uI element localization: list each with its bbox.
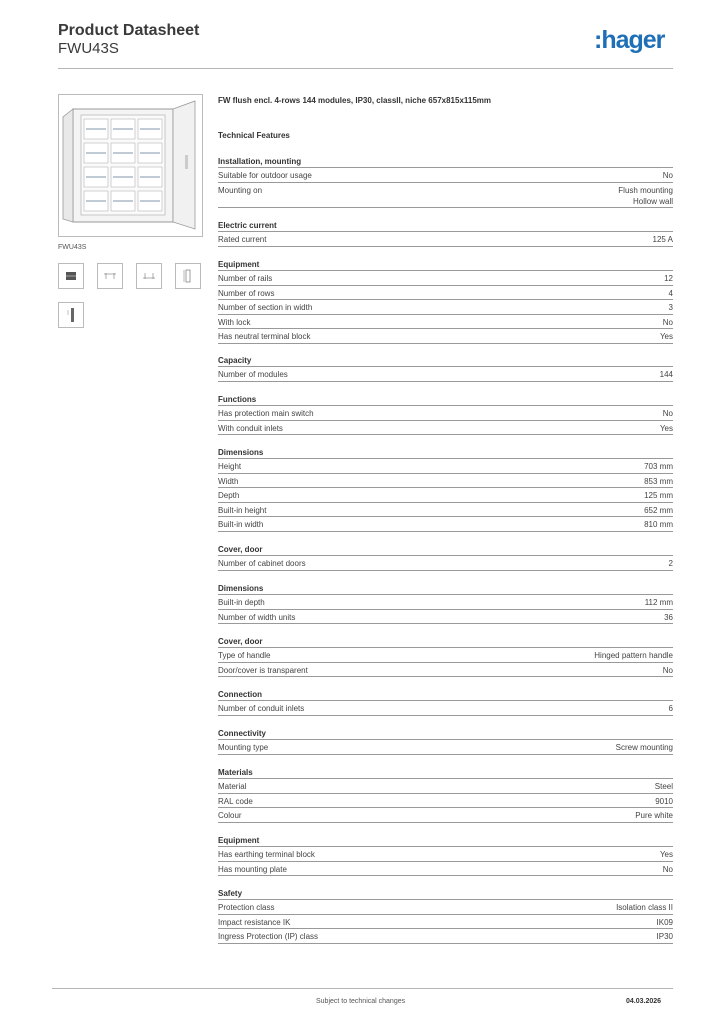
feature-label: Mounting on — [218, 185, 263, 195]
feature-group — [218, 767, 673, 823]
feature-row — [218, 503, 673, 518]
feature-group-title: Dimensions — [218, 447, 673, 459]
feature-label: With conduit inlets — [218, 423, 283, 433]
feature-label: Colour — [218, 811, 242, 820]
feature-group — [218, 689, 673, 716]
footer-divider — [52, 988, 673, 989]
footer-date: 04.03.2026 — [626, 998, 662, 1005]
feature-label: Has neutral terminal block — [218, 332, 311, 341]
feature-value-line: 703 mm — [644, 462, 673, 471]
feature-group — [218, 447, 673, 532]
feature-value — [644, 489, 673, 502]
feature-label: Type of handle — [218, 651, 271, 660]
feature-row — [218, 610, 673, 625]
feature-row — [218, 271, 673, 286]
feature-row — [218, 847, 673, 862]
feature-row — [218, 779, 673, 794]
feature-row — [218, 862, 673, 877]
feature-value-line: 810 mm — [644, 520, 673, 529]
feature-value-line: 853 mm — [644, 476, 673, 486]
feature-label: Built-in depth — [218, 598, 265, 607]
feature-value-line: Yes — [659, 850, 673, 859]
feature-value-line: 125 A — [652, 235, 673, 244]
feature-value — [655, 780, 673, 793]
feature-value-line: 12 — [664, 274, 673, 283]
feature-label: Number of conduit inlets — [218, 704, 305, 713]
feature-group-title: Safety — [218, 888, 673, 900]
feature-label: Number of rows — [218, 288, 275, 298]
feature-label: Has protection main switch — [218, 409, 314, 418]
feature-value-line: 3 — [668, 303, 673, 312]
feature-row — [218, 517, 673, 532]
feature-row — [218, 740, 673, 755]
feature-value — [669, 301, 673, 314]
feature-row — [218, 929, 673, 944]
feature-group — [218, 728, 673, 755]
header-divider — [58, 68, 673, 69]
feature-label: Number of cabinet doors — [218, 559, 306, 568]
feature-group-title: Capacity — [218, 355, 673, 367]
feature-group-title: Equipment — [218, 259, 673, 271]
feature-value — [663, 169, 673, 182]
feature-value — [660, 422, 673, 435]
feature-group-title: Connection — [218, 689, 673, 701]
feature-value — [655, 795, 673, 808]
feature-row — [218, 663, 673, 678]
feature-value — [663, 664, 673, 677]
feature-label: Mounting type — [218, 743, 269, 752]
feature-row — [218, 915, 673, 930]
feature-value-line: Flush mounting — [618, 185, 673, 195]
feature-label: Width — [218, 476, 239, 486]
feature-group — [218, 156, 673, 208]
feature-label: Impact resistance IK — [218, 917, 291, 927]
feature-value — [616, 901, 673, 914]
feature-group — [218, 355, 673, 382]
feature-label: Ingress Protection (IP) class — [218, 932, 319, 941]
feature-value — [660, 368, 673, 381]
feature-row — [218, 556, 673, 571]
feature-value-line: IP30 — [656, 932, 673, 941]
hager-logo: :hager — [594, 26, 665, 54]
feature-row — [218, 168, 673, 183]
feature-value-line: No — [662, 665, 673, 675]
feature-value — [663, 407, 673, 420]
thumbnail-dimension-drawing-top[interactable] — [136, 263, 162, 289]
feature-label: Built-in width — [218, 520, 264, 529]
feature-row — [218, 367, 673, 382]
feature-group — [218, 544, 673, 571]
feature-label: Height — [218, 462, 242, 471]
feature-value — [644, 460, 673, 473]
thumbnail-front[interactable] — [58, 263, 84, 289]
feature-value-line: No — [662, 864, 673, 874]
feature-value — [664, 611, 673, 624]
page-title: Product Datasheet — [58, 22, 200, 39]
feature-value — [644, 504, 673, 517]
feature-value-line: Hinged pattern handle — [594, 651, 673, 660]
thumbnail-dimension-drawing-front[interactable] — [97, 263, 123, 289]
feature-label: Door/cover is transparent — [218, 665, 308, 675]
feature-row — [218, 329, 673, 344]
feature-value — [653, 233, 673, 246]
feature-group — [218, 835, 673, 876]
feature-value-line: Screw mounting — [615, 743, 673, 752]
feature-value-line: 112 mm — [644, 598, 673, 607]
feature-value — [669, 557, 673, 570]
feature-label: Depth — [218, 491, 240, 500]
feature-group-title: Materials — [218, 767, 673, 779]
feature-group-title: Connectivity — [218, 728, 673, 740]
feature-value-line: Hollow wall — [632, 196, 673, 206]
feature-label: Number of rails — [218, 274, 273, 283]
feature-row — [218, 286, 673, 301]
feature-value-line: 125 mm — [644, 491, 673, 500]
product-description: FW flush encl. 4-rows 144 modules, IP30, classII, niche 657x815x115mm — [218, 96, 492, 105]
feature-value-line: IK09 — [656, 917, 673, 927]
feature-group-title: Dimensions — [218, 583, 673, 595]
feature-row — [218, 488, 673, 503]
product-image[interactable] — [58, 94, 203, 237]
feature-value-line: Steel — [654, 782, 673, 791]
feature-value — [616, 741, 673, 754]
feature-row — [218, 701, 673, 716]
feature-value-line: 4 — [668, 288, 673, 298]
feature-label: Has mounting plate — [218, 864, 287, 874]
feature-label: With lock — [218, 317, 251, 327]
feature-label: Built-in height — [218, 505, 267, 515]
feature-row — [218, 808, 673, 823]
feature-value — [657, 930, 673, 943]
feature-row — [218, 595, 673, 610]
feature-value — [635, 809, 673, 822]
feature-value — [618, 184, 673, 207]
feature-label: Rated current — [218, 235, 267, 244]
product-code: FWU43S — [58, 40, 119, 57]
feature-row — [218, 648, 673, 663]
feature-group — [218, 220, 673, 247]
feature-group — [218, 636, 673, 677]
feature-value — [594, 649, 673, 662]
feature-value-line: No — [662, 171, 673, 180]
feature-label: Number of width units — [218, 612, 296, 622]
feature-group-title: Electric current — [218, 220, 673, 232]
feature-value-line: No — [662, 317, 673, 327]
feature-group-title: Cover, door — [218, 636, 673, 648]
feature-value — [663, 863, 673, 876]
feature-row — [218, 315, 673, 330]
feature-label: Number of modules — [218, 370, 288, 379]
feature-value — [663, 316, 673, 329]
feature-value-line: Yes — [659, 423, 673, 433]
feature-row — [218, 406, 673, 421]
feature-row — [218, 183, 673, 208]
thumbnail-section-drawing[interactable] — [58, 302, 84, 328]
feature-value — [660, 848, 673, 861]
feature-row — [218, 794, 673, 809]
feature-value-line: 144 — [659, 370, 673, 379]
technical-features-heading: Technical Features — [218, 131, 290, 140]
feature-value — [645, 596, 673, 609]
feature-value-line: Isolation class II — [616, 903, 673, 912]
feature-value — [669, 287, 673, 300]
feature-group-title: Equipment — [218, 835, 673, 847]
image-caption: FWU43S — [58, 244, 87, 251]
feature-group-title: Cover, door — [218, 544, 673, 556]
feature-value — [669, 702, 673, 715]
feature-row — [218, 900, 673, 915]
feature-value-line: Yes — [659, 332, 673, 341]
feature-value-line: 652 mm — [644, 505, 673, 515]
feature-row — [218, 421, 673, 436]
thumbnail-dimension-drawing-side[interactable] — [175, 263, 201, 289]
feature-value-line: 6 — [668, 704, 673, 713]
feature-label: Protection class — [218, 903, 275, 912]
feature-value — [664, 272, 673, 285]
feature-row — [218, 459, 673, 474]
feature-label: Material — [218, 782, 247, 791]
feature-group-title: Functions — [218, 394, 673, 406]
feature-group — [218, 394, 673, 435]
feature-label: Has earthing terminal block — [218, 850, 315, 859]
feature-value — [657, 916, 673, 929]
feature-group-title: Installation, mounting — [218, 156, 673, 168]
feature-value-line: 36 — [664, 612, 673, 622]
enclosure-illustration — [59, 95, 202, 236]
feature-label: Suitable for outdoor usage — [218, 171, 312, 180]
feature-value-line: Pure white — [635, 811, 673, 820]
feature-group — [218, 583, 673, 624]
feature-group — [218, 259, 673, 344]
footer-note: Subject to technical changes — [316, 998, 406, 1005]
feature-group — [218, 888, 673, 944]
feature-value — [644, 518, 673, 531]
feature-value-line: 2 — [668, 559, 673, 568]
feature-label: RAL code — [218, 796, 253, 806]
feature-value-line: 9010 — [655, 796, 673, 806]
feature-row — [218, 474, 673, 489]
feature-row — [218, 232, 673, 247]
feature-value — [644, 475, 673, 488]
feature-value-line: No — [662, 409, 673, 418]
feature-label: Number of section in width — [218, 303, 313, 312]
feature-value — [660, 330, 673, 343]
feature-row — [218, 300, 673, 315]
